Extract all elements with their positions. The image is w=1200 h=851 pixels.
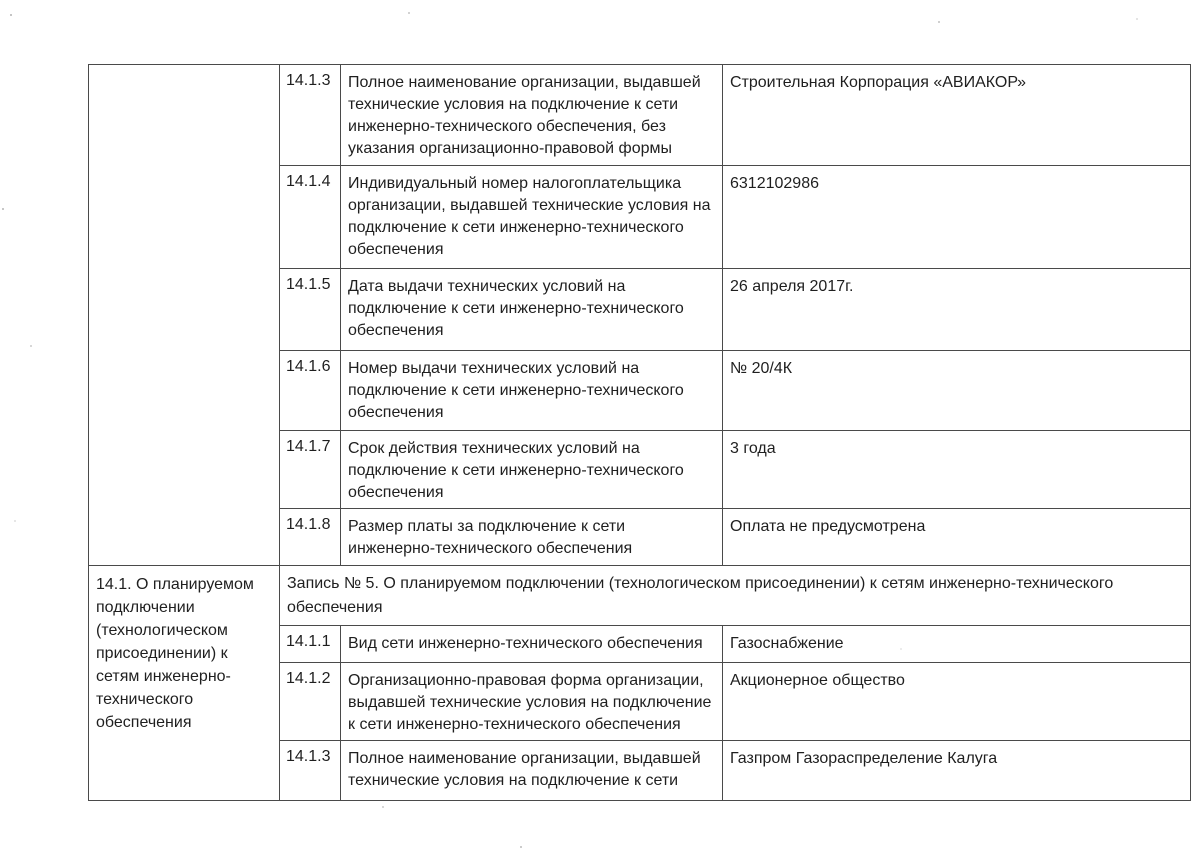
table-row bbox=[89, 65, 1191, 166]
row-label-cell: Размер платы за подключение к сети инженерно-технического обеспечения bbox=[341, 509, 723, 566]
category-cell: 14.1. О планируемом подключении (технологическом присоединении) к сетям инженерно-технического обеспечения bbox=[89, 566, 280, 801]
row-label-cell: Полное наименование организации, выдавшей технические условия на подключение к сети bbox=[341, 741, 723, 801]
category-cell-empty bbox=[89, 65, 280, 566]
scan-noise-speckles bbox=[0, 0, 2, 2]
row-value-cell: 3 года bbox=[723, 431, 1191, 509]
row-value-cell: Оплата не предусмотрена bbox=[723, 509, 1191, 566]
section-header-row bbox=[89, 566, 1191, 626]
row-label-cell: Организационно-правовая форма организации, выдавшей технические условия на подключение к сети инженерно-технического обеспечения bbox=[341, 663, 723, 741]
row-number-cell: 14.1.3 bbox=[280, 741, 341, 801]
row-number-cell: 14.1.4 bbox=[280, 166, 341, 269]
row-number-cell: 14.1.5 bbox=[280, 269, 341, 351]
row-value-cell: Газоснабжение bbox=[723, 626, 1191, 663]
row-label-cell: Полное наименование организации, выдавшей технические условия на подключение к сети инженерно-технического обеспечения, без указания организационно-правовой формы bbox=[341, 65, 723, 166]
row-label-cell: Дата выдачи технических условий на подключение к сети инженерно-технического обеспечения bbox=[341, 269, 723, 351]
row-label-cell: Срок действия технических условий на подключение к сети инженерно-технического обеспечения bbox=[341, 431, 723, 509]
row-value-cell: 26 апреля 2017г. bbox=[723, 269, 1191, 351]
row-number-cell: 14.1.1 bbox=[280, 626, 341, 663]
row-value-cell: Строительная Корпорация «АВИАКОР» bbox=[723, 65, 1191, 166]
row-value-cell: Акционерное общество bbox=[723, 663, 1191, 741]
row-number-cell: 14.1.8 bbox=[280, 509, 341, 566]
registry-table bbox=[88, 64, 1191, 801]
record-header-text: Запись № 5. О планируемом подключении (технологическом присоединении) к сетям инженерно-технического обеспечения bbox=[287, 575, 1114, 616]
row-value-cell: № 20/4К bbox=[723, 351, 1191, 431]
row-label-cell: Вид сети инженерно-технического обеспечения bbox=[341, 626, 723, 663]
row-number-cell: 14.1.2 bbox=[280, 663, 341, 741]
row-value-cell: 6312102986 bbox=[723, 166, 1191, 269]
row-number-cell: 14.1.7 bbox=[280, 431, 341, 509]
record-header-cell bbox=[280, 566, 1191, 626]
row-number-cell: 14.1.6 bbox=[280, 351, 341, 431]
row-label-cell: Номер выдачи технических условий на подключение к сети инженерно-технического обеспечения bbox=[341, 351, 723, 431]
row-value-cell: Газпром Газораспределение Калуга bbox=[723, 741, 1191, 801]
row-number-cell: 14.1.3 bbox=[280, 65, 341, 166]
row-label-cell: Индивидуальный номер налогоплательщика организации, выдавшей технические условия на подключение к сети инженерно-технического обеспечения bbox=[341, 166, 723, 269]
